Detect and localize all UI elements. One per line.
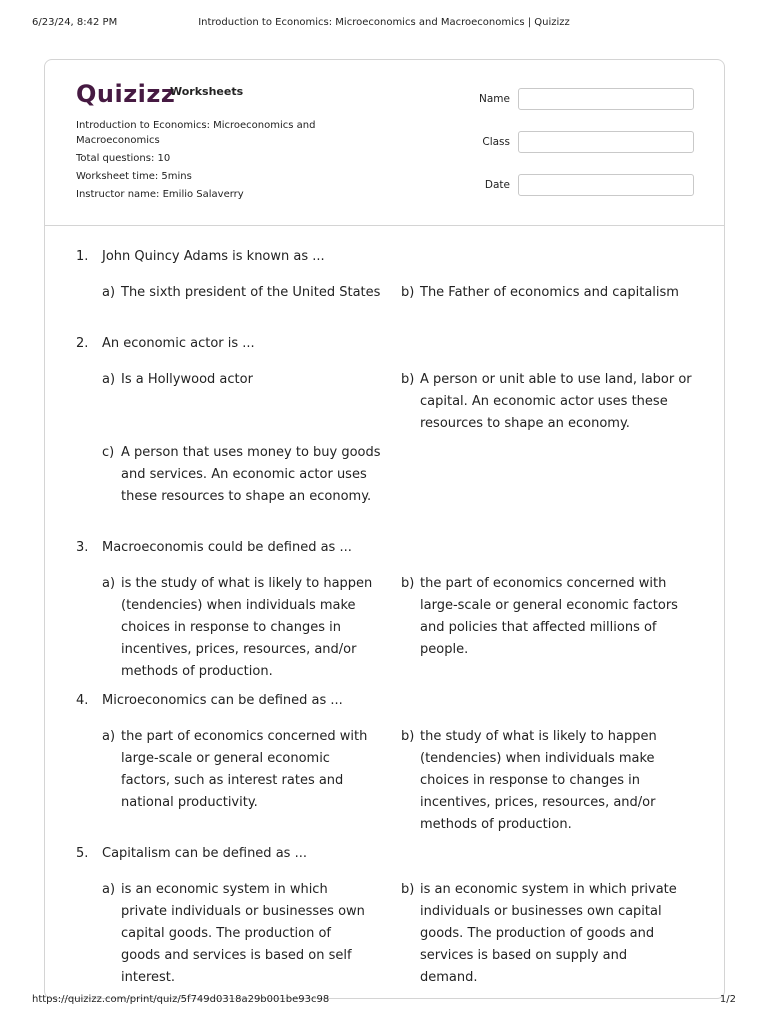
quiz-meta — [76, 118, 326, 204]
option-text: The sixth president of the United States — [121, 285, 381, 300]
quizizz-logo: Quizizz — [76, 80, 176, 108]
option-letter: b) — [401, 372, 415, 387]
date-field-row — [445, 174, 695, 198]
page-number: 1/2 — [719, 994, 736, 1005]
worksheet-time: Worksheet time: 5mins — [76, 171, 192, 182]
question-text: John Quincy Adams is known as ... — [102, 249, 325, 264]
name-input[interactable] — [518, 88, 694, 110]
worksheets-label: Worksheets — [170, 85, 244, 98]
option-text: The Father of economics and capitalism — [420, 285, 679, 300]
quiz-title: Introduction to Economics: Microeconomics and Macroeconomics — [76, 120, 316, 146]
option-letter: a) — [102, 882, 116, 897]
question-number: 4. — [76, 693, 89, 708]
option-letter: a) — [102, 729, 116, 744]
option-text: A person or unit able to use land, labor or capital. An economic actor uses these resources to shape an economy. — [420, 372, 692, 431]
class-input[interactable] — [518, 131, 694, 153]
question-text: Microeconomics can be defined as ... — [102, 693, 343, 708]
date-input[interactable] — [518, 174, 694, 196]
print-url: https://quizizz.com/print/quiz/5f749d0318a29b001be93c98 — [32, 994, 330, 1005]
option-text: is an economic system in which private individuals or businesses own capital goods. The production of goods and services is based on self interest. — [121, 882, 365, 985]
option-text: the part of economics concerned with large-scale or general economic factors, such as interest rates and national productivity. — [121, 729, 368, 810]
option-text: A person that uses money to buy goods and services. An economic actor uses these resources to shape an economy. — [121, 445, 381, 504]
class-field-row — [445, 131, 695, 155]
option-letter: a) — [102, 285, 116, 300]
question-text: An economic actor is ... — [102, 336, 255, 351]
class-label: Class — [482, 136, 510, 148]
option-text: the part of economics concerned with large-scale or general economic factors and policies that affected millions of people. — [420, 576, 678, 657]
total-questions: Total questions: 10 — [76, 153, 171, 164]
option-text: is an economic system in which private individuals or businesses own capital goods. The production of goods and services is based on supply and demand. — [420, 882, 677, 985]
instructor-name: Instructor name: Emilio Salaverry — [76, 189, 244, 200]
question-number: 3. — [76, 540, 89, 555]
question-number: 2. — [76, 336, 89, 351]
option-letter: b) — [401, 882, 415, 897]
option-text: the study of what is likely to happen (tendencies) when individuals make choices in response to changes in incentives, prices, resources, and/or methods of production. — [420, 729, 657, 832]
question-text: Macroeconomis could be defined as ... — [102, 540, 352, 555]
worksheet — [44, 59, 725, 999]
option-letter: b) — [401, 285, 415, 300]
date-label: Date — [484, 179, 510, 191]
option-letter: b) — [401, 729, 415, 744]
option-letter: c) — [102, 445, 115, 460]
question-number: 5. — [76, 846, 89, 861]
option-letter: a) — [102, 576, 116, 591]
print-date: 6/23/24, 8:42 PM — [32, 17, 118, 28]
option-text: Is a Hollywood actor — [121, 372, 253, 387]
option-text: is the study of what is likely to happen (tendencies) when individuals make choices in response to changes in incentives, prices, resources, and/or methods of production. — [121, 576, 373, 679]
question-text: Capitalism can be defined as ... — [102, 846, 307, 861]
option-letter: a) — [102, 372, 116, 387]
print-document-title: Introduction to Economics: Microeconomics and Macroeconomics | Quizizz — [198, 17, 570, 28]
option-letter: b) — [401, 576, 415, 591]
name-label: Name — [479, 93, 510, 105]
print-footer — [32, 994, 736, 1008]
print-header — [32, 17, 736, 31]
question-number: 1. — [76, 249, 89, 264]
name-field-row — [445, 88, 695, 112]
worksheet-header — [45, 60, 724, 226]
